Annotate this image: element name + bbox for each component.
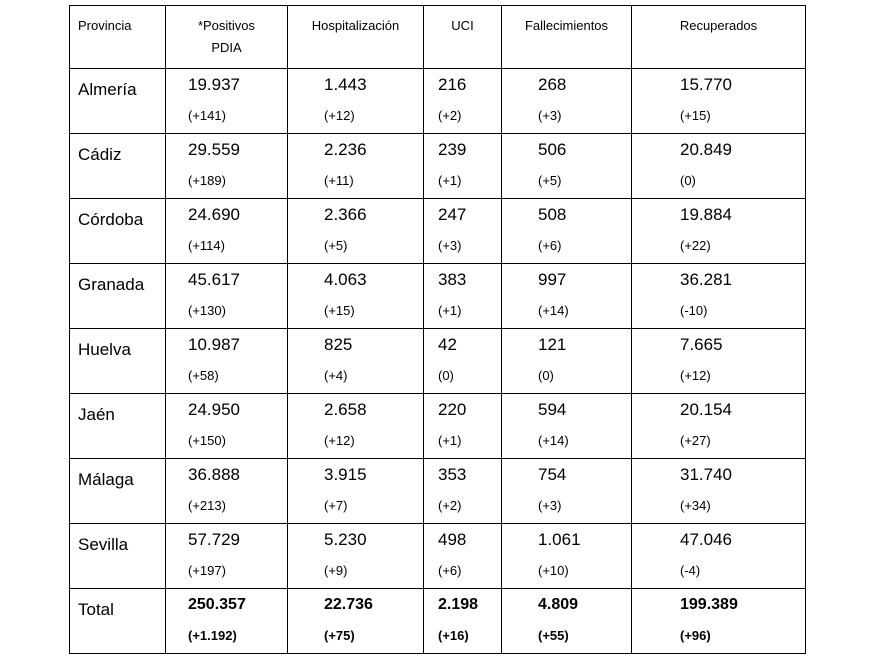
province-cell [70, 524, 166, 589]
recuperados-cell-value: 7.665 [680, 335, 723, 354]
recuperados-cell-value: 36.281 [680, 270, 732, 289]
province-name: Sevilla [78, 535, 129, 554]
hospitalizacion-cell-value: 4.063 [324, 270, 367, 289]
fallecimientos-cell [502, 524, 632, 589]
recuperados-cell-delta: (+27) [680, 433, 711, 448]
uci-cell-value: 383 [438, 270, 467, 289]
positivos-cell [166, 394, 288, 459]
uci-cell-value: 498 [438, 530, 467, 549]
table-row [70, 524, 806, 589]
fallecimientos-cell-value: 754 [538, 465, 567, 484]
recuperados-cell-delta: (+22) [680, 238, 711, 253]
hospitalizacion-cell [288, 199, 424, 264]
uci-cell [424, 134, 502, 199]
uci-cell-delta: (+1) [438, 433, 462, 448]
positivos-cell-delta: (+189) [188, 173, 226, 188]
table-row [70, 69, 806, 134]
fallecimientos-cell [502, 69, 632, 134]
hospitalizacion-cell [288, 459, 424, 524]
fallecimientos-cell [502, 589, 632, 654]
positivos-cell [166, 199, 288, 264]
hospitalizacion-cell-value: 2.236 [324, 140, 367, 159]
table-row [70, 329, 806, 394]
recuperados-cell-delta: (+12) [680, 368, 711, 383]
recuperados-cell [632, 69, 806, 134]
table-row [70, 459, 806, 524]
recuperados-cell-value: 20.154 [680, 400, 732, 419]
province-cell [70, 134, 166, 199]
positivos-cell [166, 69, 288, 134]
positivos-cell-delta: (+213) [188, 498, 226, 513]
positivos-cell-value: 45.617 [188, 270, 240, 289]
header-provincia: Provincia [70, 6, 166, 69]
table-row [70, 199, 806, 264]
uci-cell-value: 239 [438, 140, 467, 159]
header-row [70, 6, 806, 69]
uci-cell [424, 394, 502, 459]
province-cell [70, 459, 166, 524]
table-row [70, 134, 806, 199]
total-row [70, 589, 806, 654]
uci-cell [424, 329, 502, 394]
fallecimientos-cell [502, 134, 632, 199]
hospitalizacion-cell-delta: (+12) [324, 433, 355, 448]
hospitalizacion-cell [288, 134, 424, 199]
positivos-cell [166, 459, 288, 524]
positivos-cell-delta: (+197) [188, 563, 226, 578]
hospitalizacion-cell-delta: (+4) [324, 368, 348, 383]
fallecimientos-cell-delta: (+5) [538, 173, 562, 188]
header-fallecimientos: Fallecimientos [502, 6, 632, 69]
uci-cell-delta: (+2) [438, 108, 462, 123]
fallecimientos-cell-value: 508 [538, 205, 567, 224]
hospitalizacion-cell-delta: (+9) [324, 563, 348, 578]
recuperados-cell-delta: (0) [680, 173, 696, 188]
fallecimientos-cell-value: 268 [538, 75, 567, 94]
uci-cell-delta: (+16) [438, 628, 469, 643]
fallecimientos-cell-delta: (+14) [538, 433, 569, 448]
province-cell [70, 329, 166, 394]
positivos-cell-value: 19.937 [188, 75, 240, 94]
province-name: Jaén [78, 405, 115, 424]
province-name: Total [78, 600, 114, 619]
uci-cell-value: 353 [438, 465, 467, 484]
fallecimientos-cell-value: 1.061 [538, 530, 581, 549]
province-cell [70, 394, 166, 459]
fallecimientos-cell [502, 459, 632, 524]
hospitalizacion-cell [288, 394, 424, 459]
positivos-cell-delta: (+130) [188, 303, 226, 318]
province-name: Huelva [78, 340, 131, 359]
hospitalizacion-cell-delta: (+75) [324, 628, 355, 643]
hospitalizacion-cell-value: 1.443 [324, 75, 367, 94]
uci-cell-delta: (+2) [438, 498, 462, 513]
positivos-cell-value: 36.888 [188, 465, 240, 484]
uci-cell-value: 220 [438, 400, 467, 419]
province-name: Almería [78, 80, 137, 99]
hospitalizacion-cell-delta: (+7) [324, 498, 348, 513]
recuperados-cell [632, 329, 806, 394]
province-name: Málaga [78, 470, 134, 489]
fallecimientos-cell-delta: (+55) [538, 628, 569, 643]
uci-cell-value: 2.198 [438, 596, 479, 613]
positivos-cell [166, 134, 288, 199]
positivos-cell-value: 10.987 [188, 335, 240, 354]
recuperados-cell [632, 394, 806, 459]
recuperados-cell [632, 589, 806, 654]
recuperados-cell [632, 264, 806, 329]
uci-cell-delta: (+3) [438, 238, 462, 253]
province-cell [70, 264, 166, 329]
hospitalizacion-cell [288, 264, 424, 329]
fallecimientos-cell-value: 594 [538, 400, 567, 419]
hospitalizacion-cell-value: 5.230 [324, 530, 367, 549]
positivos-cell-value: 24.690 [188, 205, 240, 224]
fallecimientos-cell-value: 506 [538, 140, 567, 159]
province-name: Granada [78, 275, 145, 294]
province-cell [70, 69, 166, 134]
province-cell [70, 199, 166, 264]
positivos-cell-value: 250.357 [188, 596, 246, 613]
hospitalizacion-cell-delta: (+5) [324, 238, 348, 253]
table-row [70, 264, 806, 329]
recuperados-cell-delta: (+34) [680, 498, 711, 513]
fallecimientos-cell [502, 264, 632, 329]
fallecimientos-cell [502, 199, 632, 264]
province-name: Cádiz [78, 145, 122, 164]
fallecimientos-cell-delta: (+6) [538, 238, 562, 253]
header-positivos-line1: *Positivos [197, 18, 256, 33]
province-name: Córdoba [78, 210, 144, 229]
positivos-cell [166, 589, 288, 654]
uci-cell-value: 216 [438, 75, 467, 94]
recuperados-cell [632, 134, 806, 199]
positivos-cell-delta: (+141) [188, 108, 226, 123]
uci-cell [424, 589, 502, 654]
recuperados-cell-value: 47.046 [680, 530, 732, 549]
positivos-cell-value: 57.729 [188, 530, 240, 549]
province-cell [70, 589, 166, 654]
hospitalizacion-cell [288, 329, 424, 394]
hospitalizacion-cell [288, 524, 424, 589]
positivos-cell-value: 29.559 [188, 140, 240, 159]
fallecimientos-cell [502, 329, 632, 394]
recuperados-cell-delta: (-4) [680, 563, 701, 578]
uci-cell-delta: (+1) [438, 303, 462, 318]
positivos-cell [166, 524, 288, 589]
recuperados-cell-delta: (+15) [680, 108, 711, 123]
positivos-cell-delta: (+1.192) [188, 628, 237, 643]
recuperados-cell-delta: (-10) [680, 303, 708, 318]
recuperados-cell-value: 19.884 [680, 205, 732, 224]
hospitalizacion-cell [288, 589, 424, 654]
table-row [70, 394, 806, 459]
header-positivos-line2: PDIA [211, 40, 242, 55]
header-positivos [166, 6, 288, 69]
fallecimientos-cell-delta: (+3) [538, 108, 562, 123]
hospitalizacion-cell-value: 22.736 [324, 596, 373, 613]
fallecimientos-cell-value: 997 [538, 270, 567, 289]
recuperados-cell [632, 459, 806, 524]
header-hospitalizacion: Hospitalización [288, 6, 424, 69]
hospitalizacion-cell-value: 825 [324, 335, 353, 354]
positivos-cell-delta: (+150) [188, 433, 226, 448]
covid-province-table [69, 5, 806, 654]
fallecimientos-cell-delta: (0) [538, 368, 554, 383]
fallecimientos-cell-delta: (+10) [538, 563, 569, 578]
hospitalizacion-cell [288, 69, 424, 134]
uci-cell [424, 69, 502, 134]
fallecimientos-cell-value: 121 [538, 335, 567, 354]
hospitalizacion-cell-value: 2.366 [324, 205, 367, 224]
fallecimientos-cell-delta: (+14) [538, 303, 569, 318]
uci-cell [424, 264, 502, 329]
hospitalizacion-cell-delta: (+12) [324, 108, 355, 123]
recuperados-cell-value: 15.770 [680, 75, 732, 94]
recuperados-cell-value: 20.849 [680, 140, 732, 159]
uci-cell-value: 247 [438, 205, 467, 224]
fallecimientos-cell-value: 4.809 [538, 596, 579, 613]
uci-cell [424, 459, 502, 524]
recuperados-cell [632, 524, 806, 589]
hospitalizacion-cell-delta: (+11) [324, 173, 354, 188]
recuperados-cell-value: 199.389 [680, 596, 738, 613]
fallecimientos-cell [502, 394, 632, 459]
header-uci: UCI [424, 6, 502, 69]
positivos-cell-delta: (+58) [188, 368, 219, 383]
hospitalizacion-cell-delta: (+15) [324, 303, 355, 318]
uci-cell [424, 524, 502, 589]
recuperados-cell-value: 31.740 [680, 465, 732, 484]
recuperados-cell-delta: (+96) [680, 628, 711, 643]
hospitalizacion-cell-value: 2.658 [324, 400, 367, 419]
uci-cell-delta: (+6) [438, 563, 462, 578]
uci-cell-delta: (0) [438, 368, 454, 383]
positivos-cell-value: 24.950 [188, 400, 240, 419]
uci-cell [424, 199, 502, 264]
header-recuperados: Recuperados [632, 6, 806, 69]
positivos-cell-delta: (+114) [188, 238, 225, 253]
uci-cell-value: 42 [438, 335, 457, 354]
positivos-cell [166, 329, 288, 394]
uci-cell-delta: (+1) [438, 173, 462, 188]
hospitalizacion-cell-value: 3.915 [324, 465, 367, 484]
recuperados-cell [632, 199, 806, 264]
fallecimientos-cell-delta: (+3) [538, 498, 562, 513]
positivos-cell [166, 264, 288, 329]
